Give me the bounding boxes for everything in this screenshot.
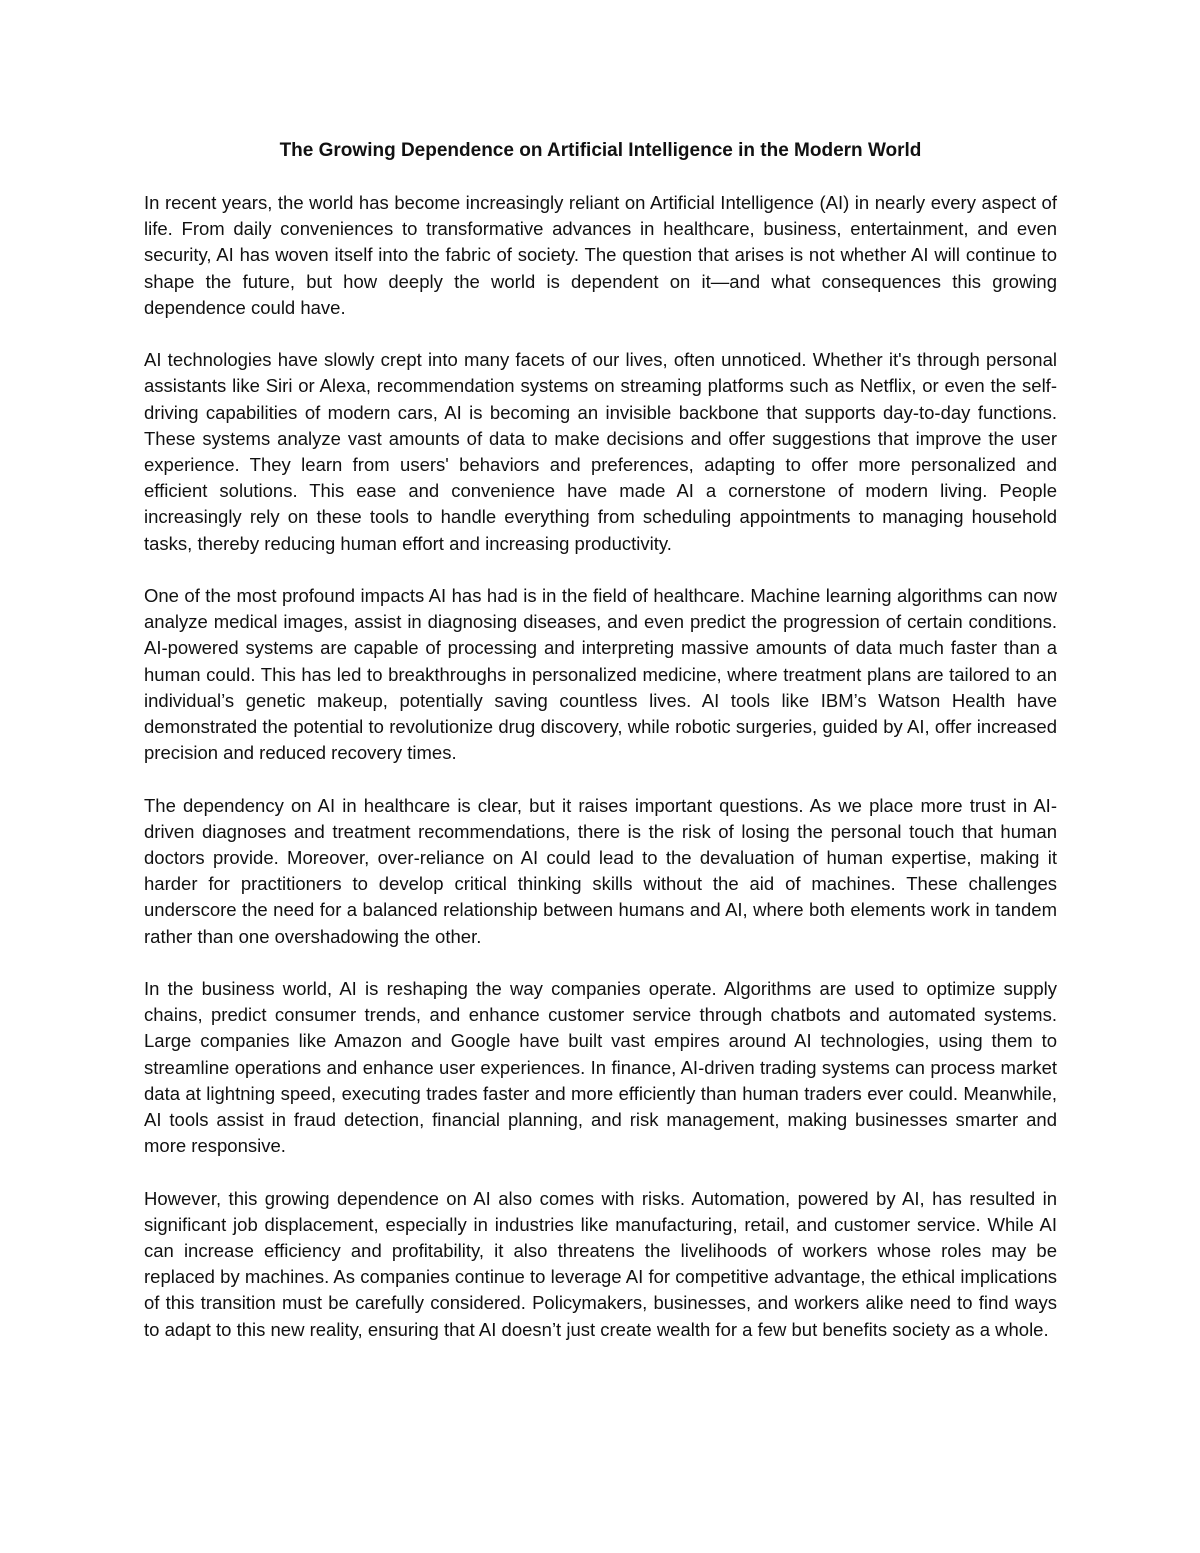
paragraph-intro: In recent years, the world has become increasingly reliant on Artificial Intelligence (AI) in nearly every aspect of life. From daily conveniences to transformative advances in healthcare, business, entertainment, and even security, AI has woven itself into the fabric of society. The question that arises is not whether AI will continue to shape the future, but how deeply the world is dependent on it—and what consequences this growing dependence could have. <box>144 192 1057 318</box>
paragraph-healthcare: One of the most profound impacts AI has had is in the field of healthcare. Machine learning algorithms can now analyze medical images, assist in diagnosing diseases, and even predict the progression of certain conditions. AI-powered systems are capable of processing and interpreting massive amounts of data much faster than a human could. This has led to breakthroughs in personalized medicine, where treatment plans are tailored to an individual’s genetic makeup, potentially saving countless lives. AI tools like IBM’s Watson Health have demonstrated the potential to revolutionize drug discovery, while robotic surgeries, guided by AI, offer increased precision and reduced recovery times. <box>144 585 1057 764</box>
paragraph-business: In the business world, AI is reshaping the way companies operate. Algorithms are used to optimize supply chains, predict consumer trends, and enhance customer service through chatbots and automated systems. Large companies like Amazon and Google have built vast empires around AI technologies, using them to streamline operations and enhance user experiences. In finance, AI-driven trading systems can process market data at lightning speed, executing trades faster and more efficiently than human traders ever could. Meanwhile, AI tools assist in fraud detection, financial planning, and risk management, making businesses smarter and more responsive. <box>144 978 1057 1157</box>
document-body <box>144 138 1057 1369</box>
paragraph-healthcare-risks: The dependency on AI in healthcare is clear, but it raises important questions. As we place more trust in AI-driven diagnoses and treatment recommendations, there is the risk of losing the personal touch that human doctors provide. Moreover, over-reliance on AI could lead to the devaluation of human expertise, making it harder for practitioners to develop critical thinking skills without the aid of machines. These challenges underscore the need for a balanced relationship between humans and AI, where both elements work in tandem rather than one overshadowing the other. <box>144 794 1057 947</box>
paragraph-risks: However, this growing dependence on AI also comes with risks. Automation, powered by AI, has resulted in significant job displacement, especially in industries like manufacturing, retail, and customer service. While AI can increase efficiency and profitability, it also threatens the livelihoods of workers whose roles may be replaced by machines. As companies continue to leverage AI for competitive advantage, the ethical implications of this transition must be carefully considered. Policymakers, businesses, and workers alike need to find ways to adapt to this new reality, ensuring that AI doesn’t just create wealth for a few but benefits society as a whole. <box>144 1187 1057 1340</box>
paragraph-everyday-ai: AI technologies have slowly crept into many facets of our lives, often unnoticed. Whether it's through personal assistants like Siri or Alexa, recommendation systems on streaming platforms such as Netflix, or even the self-driving capabilities of modern cars, AI is becoming an invisible backbone that supports day-to-day functions. These systems analyze vast amounts of data to make decisions and offer suggestions that improve the user experience. They learn from users' behaviors and preferences, adapting to offer more personalized and efficient solutions. This ease and convenience have made AI a cornerstone of modern living. People increasingly rely on these tools to handle everything from scheduling appointments to managing household tasks, thereby reducing human effort and increasing productivity. <box>144 349 1057 554</box>
document-title: The Growing Dependence on Artificial Intelligence in the Modern World <box>279 140 922 161</box>
